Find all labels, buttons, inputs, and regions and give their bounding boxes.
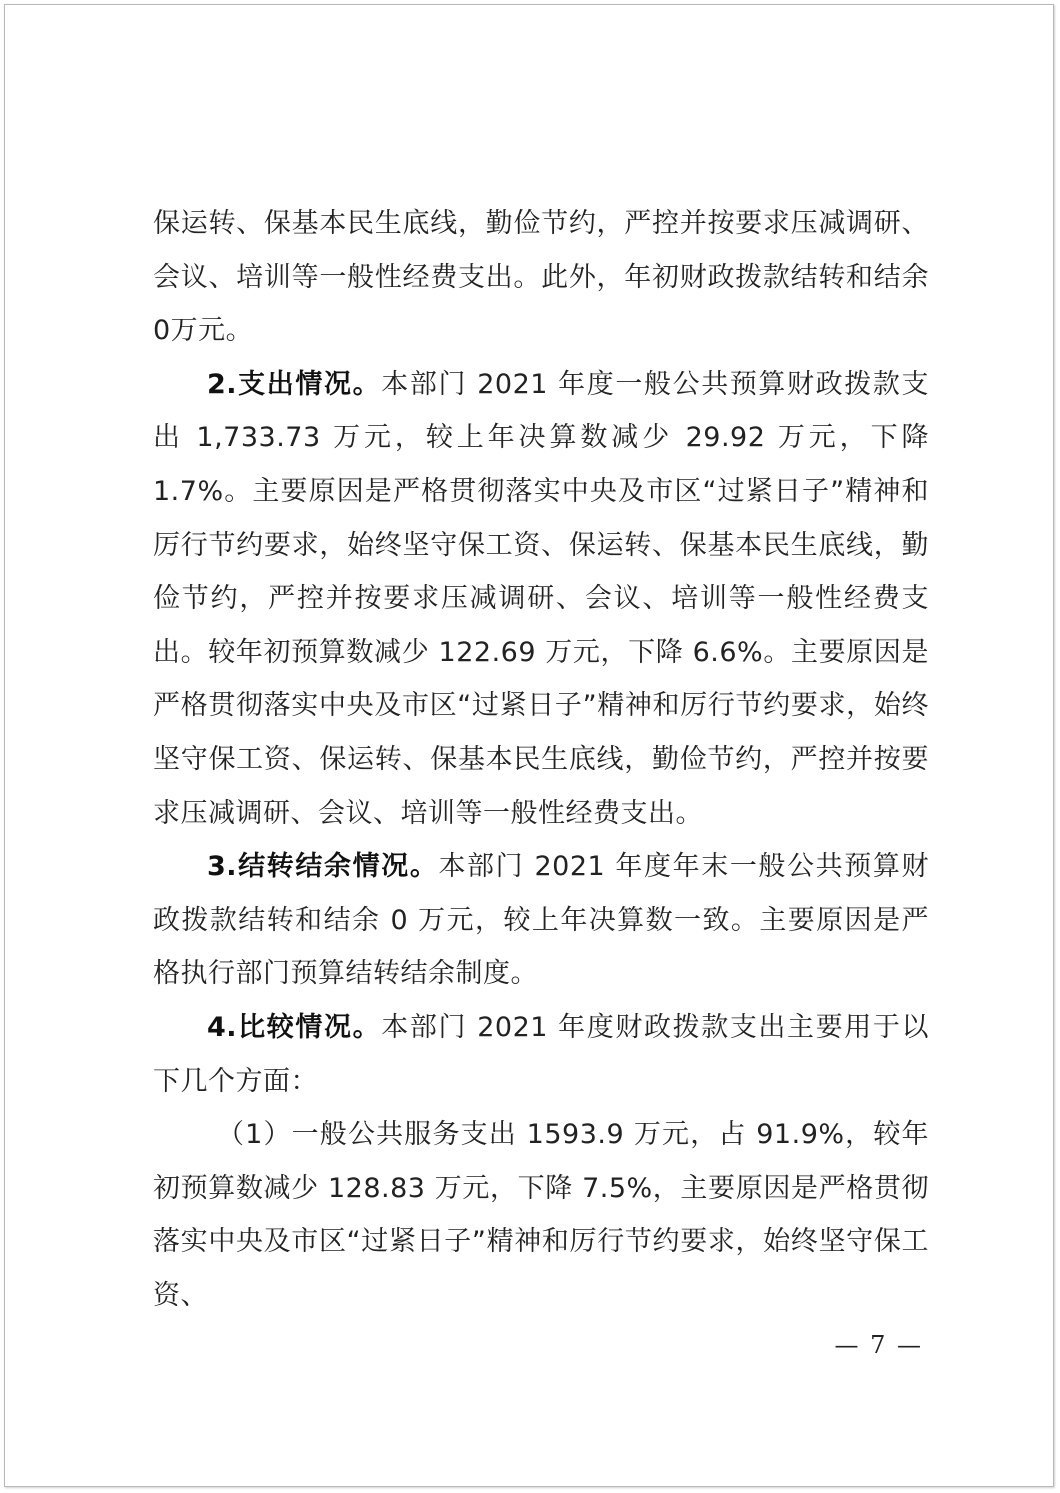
paragraph-text: 保运转、保基本民生底线，勤俭节约，严控并按要求压减调研、会议、培训等一般性经费支出。此外，年初财政拨款结转和结余0万元。 [153, 208, 929, 347]
page-number: — 7 — [834, 1331, 923, 1359]
section-heading-comparison: 4.比较情况。 [207, 1011, 382, 1043]
section-heading-carryover: 3.结转结余情况。 [207, 851, 439, 883]
section-heading-expenditure: 2.支出情况。 [207, 368, 382, 400]
paragraph-text: （1）一般公共服务支出 1593.9 万元，占 91.9%，较年初预算数减少 128.83 万元，下降 7.5%，主要原因是严格贯彻落实中央及市区“过紧日子”精神和厉行节约要求，始终坚守保工资、 [153, 1119, 929, 1311]
paragraph-continuation [153, 197, 929, 358]
paragraph-carryover [153, 840, 929, 1001]
body-text [153, 197, 929, 1322]
paragraph-text: 本部门 2021 年度财政拨款支出主要用于以下几个方面： [153, 1011, 929, 1097]
paragraph-comparison [153, 1001, 929, 1108]
document-page [4, 4, 1054, 1487]
paragraph-text: 本部门 2021 年度年末一般公共预算财政拨款结转和结余 0 万元，较上年决算数一致。主要原因是严格执行部门预算结转结余制度。 [153, 851, 929, 990]
paragraph-item-1 [153, 1108, 929, 1322]
paragraph-expenditure [153, 358, 929, 840]
paragraph-text: 本部门 2021 年度一般公共预算财政拨款支出 1,733.73 万元，较上年决算数减少 29.92 万元，下降 1.7%。主要原因是严格贯彻落实中央及市区“过紧日子”精神和厉行节约要求，始终坚守保工资、保运转、保基本民生底线，勤俭节约，严控并按要求压减调研、会议、培训等一般性经费支出。较年初预算数减少 122.69 万元，下降 6.6%。主要原因是严格贯彻落实中央及市区“过紧日子”精神和厉行节约要求，始终坚守保工资、保运转、保基本民生底线，勤俭节约，严控并按要求压减调研、会议、培训等一般性经费支出。 [153, 368, 929, 829]
